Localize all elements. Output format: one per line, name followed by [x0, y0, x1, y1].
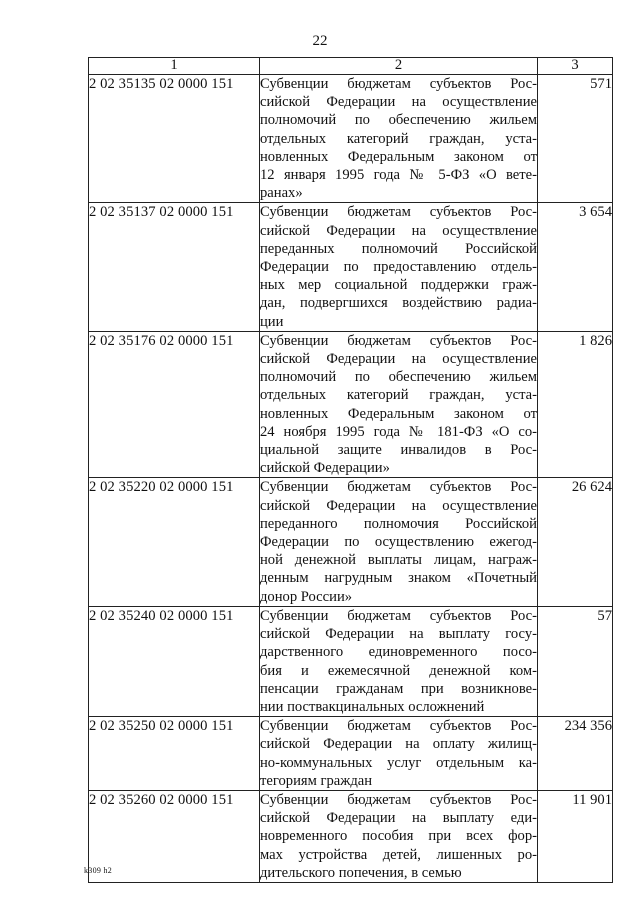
description-line: Субвенции бюджетам субъектов Рос- — [260, 479, 537, 496]
description-line: полномочий по обеспечению жильем — [260, 112, 537, 129]
description-line: новременного пособия при всех фор- — [260, 828, 537, 845]
budget-code-cell: 2 02 35260 02 0000 151 — [89, 790, 260, 882]
description-cell — [260, 331, 538, 478]
description-line: переданных полномочий Российской — [260, 240, 537, 257]
description-line: 12 января 1995 года № 5-ФЗ «О вете- — [260, 167, 537, 184]
amount-cell: 26 624 — [538, 478, 613, 606]
table-header-row — [89, 58, 613, 75]
table-row — [89, 790, 613, 882]
table-row — [89, 331, 613, 478]
amount-cell: 571 — [538, 75, 613, 203]
description-line: ных мер социальной поддержки граж- — [260, 277, 537, 294]
description-line: Субвенции бюджетам субъектов Рос- — [260, 791, 537, 808]
description-line: Субвенции бюджетам субъектов Рос- — [260, 332, 537, 349]
description-line: отдельных категорий граждан, уста- — [260, 130, 537, 147]
description-cell — [260, 606, 538, 716]
budget-code-cell: 2 02 35220 02 0000 151 — [89, 478, 260, 606]
description-line: сийской Федерации на осуществление — [260, 222, 537, 239]
table-row — [89, 717, 613, 791]
amount-cell: 57 — [538, 606, 613, 716]
description-line: денным нагрудным знаком «Почетный — [260, 570, 537, 587]
description-line: Федерации по предоставлению отдель- — [260, 259, 537, 276]
table-row — [89, 203, 613, 331]
amount-cell: 1 826 — [538, 331, 613, 478]
description-line: Федерации по осуществлению ежегод- — [260, 534, 537, 551]
description-cell — [260, 203, 538, 331]
description-line: бия и ежемесячной денежной ком- — [260, 662, 537, 679]
column-header-description: 2 — [260, 58, 538, 75]
description-cell — [260, 790, 538, 882]
description-line: нии поствакцинальных осложнений — [260, 698, 485, 715]
description-line: отдельных категорий граждан, уста- — [260, 387, 537, 404]
description-line: Субвенции бюджетам субъектов Рос- — [260, 204, 537, 221]
description-line: дарственного единовременного посо- — [260, 644, 537, 661]
column-header-code: 1 — [89, 58, 260, 75]
description-line: тегориям граждан — [260, 772, 373, 789]
column-header-amount: 3 — [538, 58, 613, 75]
description-line: 24 ноября 1995 года № 181-ФЗ «О со- — [260, 423, 537, 440]
description-line: сийской Федерации на осуществление — [260, 94, 537, 111]
description-line: дительского попечения, в семью — [260, 864, 462, 881]
description-line: циальной защите инвалидов в Рос- — [260, 442, 537, 459]
budget-code-cell: 2 02 35250 02 0000 151 — [89, 717, 260, 791]
footer-document-code: k309 h2 — [84, 866, 113, 875]
description-line: донор России» — [260, 588, 353, 605]
description-line: пенсации гражданам при возникнове- — [260, 680, 537, 697]
amount-cell: 234 356 — [538, 717, 613, 791]
description-line: мах устройства детей, лишенных ро- — [260, 846, 537, 863]
description-line: ции — [260, 313, 284, 330]
description-line: сийской Федерации на выплату госу- — [260, 626, 537, 643]
description-line: сийской Федерации на осуществление — [260, 351, 537, 368]
description-line: Субвенции бюджетам субъектов Рос- — [260, 76, 537, 92]
budget-table — [88, 57, 613, 883]
description-cell — [260, 75, 538, 203]
table-row — [89, 75, 613, 203]
description-line: сийской Федерации на оплату жилищ- — [260, 736, 537, 753]
amount-cell: 11 901 — [538, 790, 613, 882]
description-line: сийской Федерации на выплату еди- — [260, 810, 537, 827]
description-line: новленных Федеральным законом от — [260, 405, 537, 422]
budget-code-cell: 2 02 35135 02 0000 151 — [89, 75, 260, 203]
description-line: ной денежной выплаты лицам, награж- — [260, 552, 537, 569]
page-number: 22 — [312, 33, 328, 49]
description-line: переданного полномочия Российской — [260, 515, 537, 532]
description-line: полномочий по обеспечению жильем — [260, 369, 537, 386]
description-cell — [260, 478, 538, 606]
description-line: сийской Федерации» — [260, 460, 390, 477]
description-line: сийской Федерации на осуществление — [260, 497, 537, 514]
description-line: но-коммунальных услуг отдельным ка- — [260, 754, 537, 771]
budget-code-cell: 2 02 35240 02 0000 151 — [89, 606, 260, 716]
description-line: Субвенции бюджетам субъектов Рос- — [260, 718, 537, 735]
amount-cell: 3 654 — [538, 203, 613, 331]
description-line: Субвенции бюджетам субъектов Рос- — [260, 607, 537, 624]
budget-code-cell: 2 02 35176 02 0000 151 — [89, 331, 260, 478]
description-line: дан, подвергшихся воздействию радиа- — [260, 295, 537, 312]
budget-code-cell: 2 02 35137 02 0000 151 — [89, 203, 260, 331]
description-cell — [260, 717, 538, 791]
description-line: ранах» — [260, 185, 303, 202]
description-line: новленных Федеральным законом от — [260, 148, 537, 165]
table-row — [89, 606, 613, 716]
table-row — [89, 478, 613, 606]
